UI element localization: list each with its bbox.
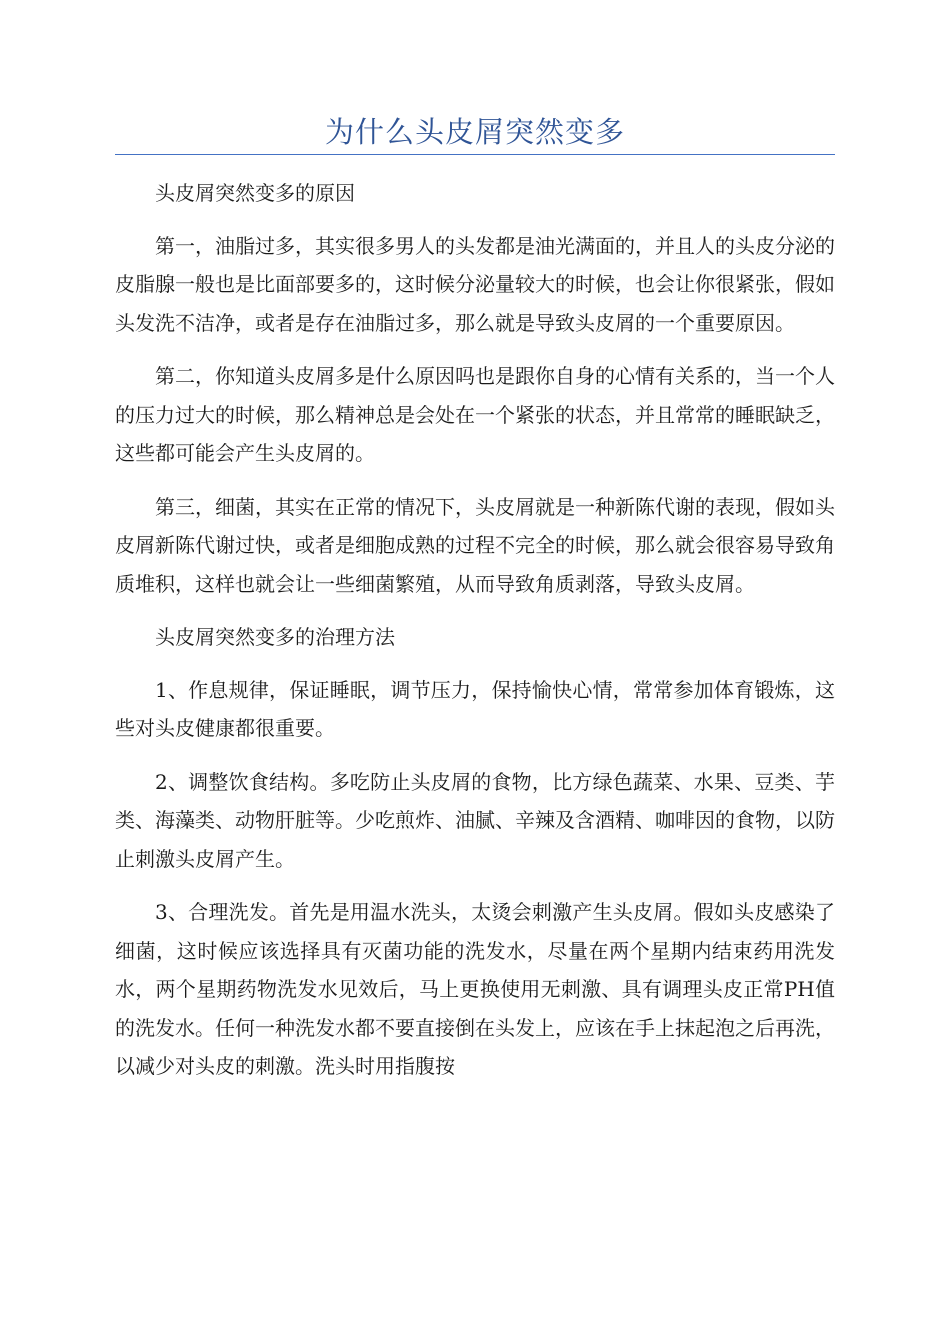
document-title: 为什么头皮屑突然变多 (324, 115, 625, 149)
document-body (115, 174, 835, 1101)
paragraph-cause-2: 第二，你知道头皮屑多是什么原因吗也是跟你自身的心情有关系的，当一个人的压力过大的时候，那么精神总是会处在一个紧张的状态，并且常常的睡眠缺乏，这些都可能会产生头皮屑的。 (115, 364, 835, 465)
title-underline (115, 154, 835, 155)
paragraph-cause-1: 第一，油脂过多，其实很多男人的头发都是油光满面的，并且人的头皮分泌的皮脂腺一般也是比面部要多的，这时候分泌量较大的时候，也会让你很紧张，假如头发洗不洁净，或者是存在油脂过多，那么就是导致头皮屑的一个重要原因。 (115, 233, 835, 335)
paragraph-method-2: 2、调整饮食结构。多吃防止头皮屑的食物，比方绿色蔬菜、水果、豆类、芋类、海藻类、动物肝脏等。少吃煎炸、油腻、辛辣及含酒精、咖啡因的食物，以防止刺激头皮屑产生。 (115, 769, 835, 871)
paragraph-method-1: 1、作息规律，保证睡眠，调节压力，保持愉快心情，常常参加体育锻炼，这些对头皮健康都很重要。 (115, 677, 835, 740)
paragraph-cause-3: 第三，细菌，其实在正常的情况下，头皮屑就是一种新陈代谢的表现，假如头皮屑新陈代谢过快，或者是细胞成熟的过程不完全的时候，那么就会很容易导致角质堆积，这样也就会让一些细菌繁殖，从而导致角质剥落，导致头皮屑。 (115, 494, 835, 596)
section-heading-causes: 头皮屑突然变多的原因 (155, 181, 355, 205)
section-heading-treatment: 头皮屑突然变多的治理方法 (155, 625, 395, 649)
paragraph-method-3: 3、合理洗发。首先是用温水洗头，太烫会刺激产生头皮屑。假如头皮感染了细菌，这时候应该选择具有灭菌功能的洗发水，尽量在两个星期内结束药用洗发水，两个星期药物洗发水见效后，马上更换使用无刺激、具有调理头皮正常PH值的洗发水。任何一种洗发水都不要直接倒在头发上，应该在手上抹起泡之后再洗，以减少对头皮的刺激。洗头时用指腹按 (115, 900, 835, 1078)
